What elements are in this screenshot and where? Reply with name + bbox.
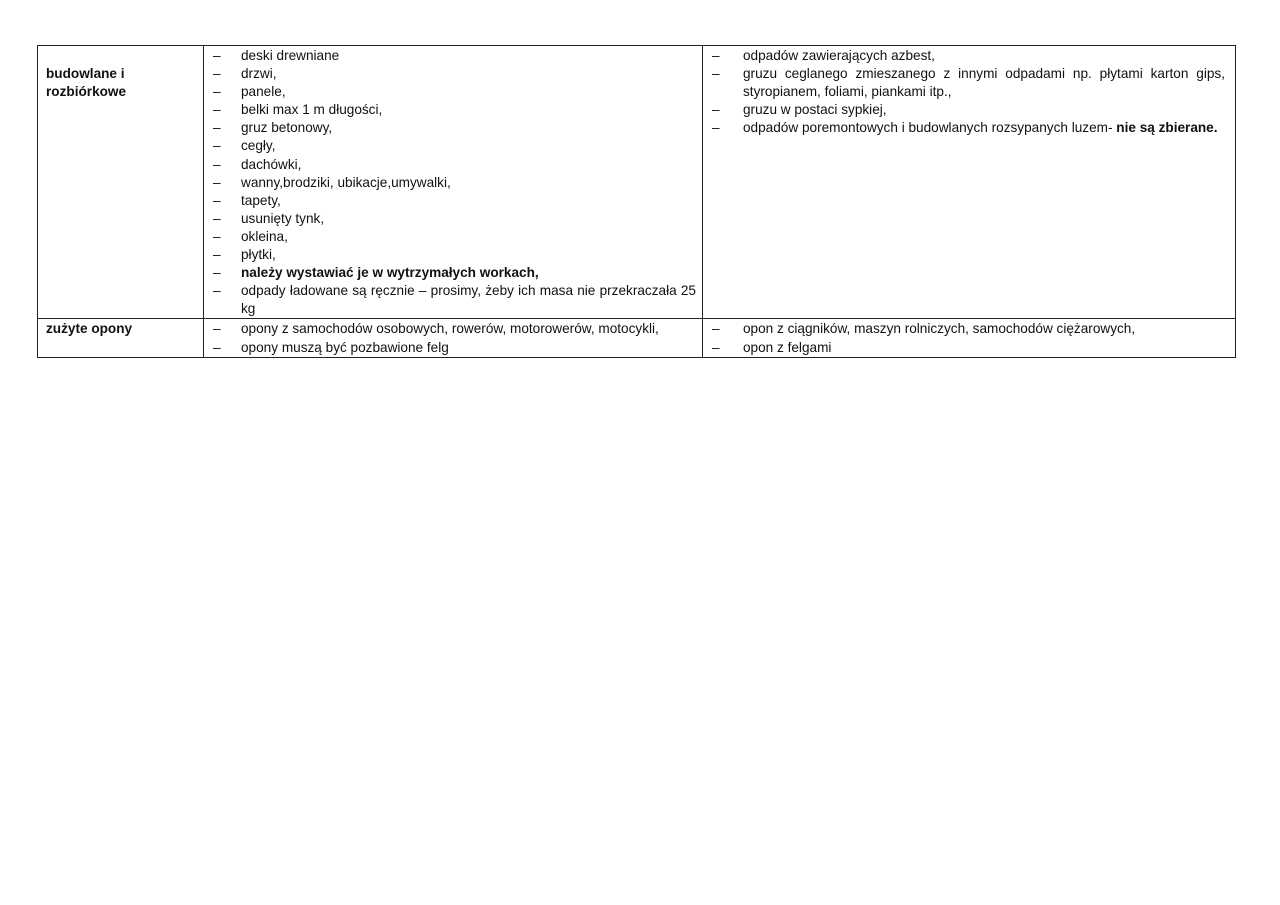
dash-bullet: – (712, 102, 720, 118)
list-item (703, 119, 1229, 137)
table-row (38, 46, 1236, 319)
dash-bullet: – (213, 120, 221, 136)
item-text: odpady ładowane są ręcznie – prosimy, żeby ich masa nie przekraczała 25 kg (241, 283, 696, 317)
list-item (204, 282, 696, 318)
list-item (204, 83, 696, 101)
dash-bullet: – (213, 247, 221, 263)
dash-bullet: – (213, 84, 221, 100)
accepted-cell (204, 46, 703, 319)
dash-bullet: – (213, 48, 221, 63)
item-text: belki max 1 m długości, (241, 102, 383, 118)
dash-bullet: – (213, 174, 221, 190)
list-item (204, 47, 696, 65)
dash-bullet: – (712, 120, 720, 136)
dash-bullet: – (213, 102, 221, 118)
category-cell: budowlane i rozbiórkowe (38, 46, 204, 319)
item-text: opon z ciągników, maszyn rolniczych, samochodów ciężarowych, (743, 321, 1136, 337)
list-item (703, 320, 1229, 338)
list-item (204, 320, 696, 338)
rejected-list (703, 319, 1235, 356)
item-text: opon z felgami (743, 339, 832, 355)
item-text: okleina, (241, 228, 288, 244)
item-text: opony z samochodów osobowych, rowerów, motorowerów, motocykli, (241, 321, 659, 337)
item-text: drzwi, (241, 66, 277, 82)
dash-bullet: – (213, 138, 221, 154)
list-item (703, 339, 1229, 357)
list-item (204, 339, 696, 357)
dash-bullet: – (213, 228, 221, 244)
list-item (204, 264, 696, 282)
list-item (204, 101, 696, 119)
rejected-cell (703, 46, 1236, 319)
dash-bullet: – (213, 66, 221, 82)
item-text: wanny,brodziki, ubikacje,umywalki, (241, 174, 451, 190)
dash-bullet: – (213, 339, 221, 355)
list-item (703, 65, 1229, 101)
item-text: odpadów zawierających azbest, (743, 48, 935, 63)
dash-bullet: – (213, 321, 221, 337)
list-item (204, 192, 696, 210)
rejected-list (703, 46, 1235, 137)
dash-bullet: – (712, 339, 720, 355)
item-text: usunięty tynk, (241, 210, 325, 226)
dash-bullet: – (712, 321, 720, 337)
accepted-cell (204, 319, 703, 357)
rejected-cell (703, 319, 1236, 357)
item-text: odpadów poremontowych i budowlanych rozsypanych luzem- (743, 120, 1117, 136)
list-item (204, 65, 696, 83)
list-item (204, 228, 696, 246)
list-item (204, 119, 696, 137)
dash-bullet: – (213, 283, 221, 299)
item-text: gruzu ceglanego zmieszanego z innymi odpadami np. płytami karton gips, styropianem, foliami, piankami itp., (743, 66, 1225, 100)
dash-bullet: – (712, 48, 720, 63)
dash-bullet: – (712, 66, 720, 82)
item-text: deski drewniane (241, 48, 340, 63)
list-item (204, 156, 696, 174)
list-item (703, 47, 1229, 65)
item-text: cegły, (241, 138, 276, 154)
table-row (38, 319, 1236, 357)
dash-bullet: – (213, 265, 221, 281)
accepted-list (204, 46, 702, 318)
list-item (204, 246, 696, 264)
waste-table-body (38, 46, 1236, 358)
item-text: płytki, (241, 247, 276, 263)
list-item (204, 174, 696, 192)
list-item (204, 137, 696, 155)
list-item (204, 210, 696, 228)
category-cell: zużyte opony (38, 319, 204, 357)
item-text: opony muszą być pozbawione felg (241, 339, 449, 355)
item-text: gruzu w postaci sypkiej, (743, 102, 887, 118)
item-text: dachówki, (241, 156, 302, 172)
list-item (703, 101, 1229, 119)
item-text: gruz betonowy, (241, 120, 333, 136)
item-text: należy wystawiać je w wytrzymałych workach, (241, 265, 539, 281)
waste-table (37, 45, 1236, 358)
item-text: panele, (241, 84, 286, 100)
accepted-list (204, 319, 702, 356)
dash-bullet: – (213, 192, 221, 208)
dash-bullet: – (213, 156, 221, 172)
item-emphasis: nie są zbierane. (1116, 120, 1218, 136)
item-text: tapety, (241, 192, 281, 208)
dash-bullet: – (213, 210, 221, 226)
